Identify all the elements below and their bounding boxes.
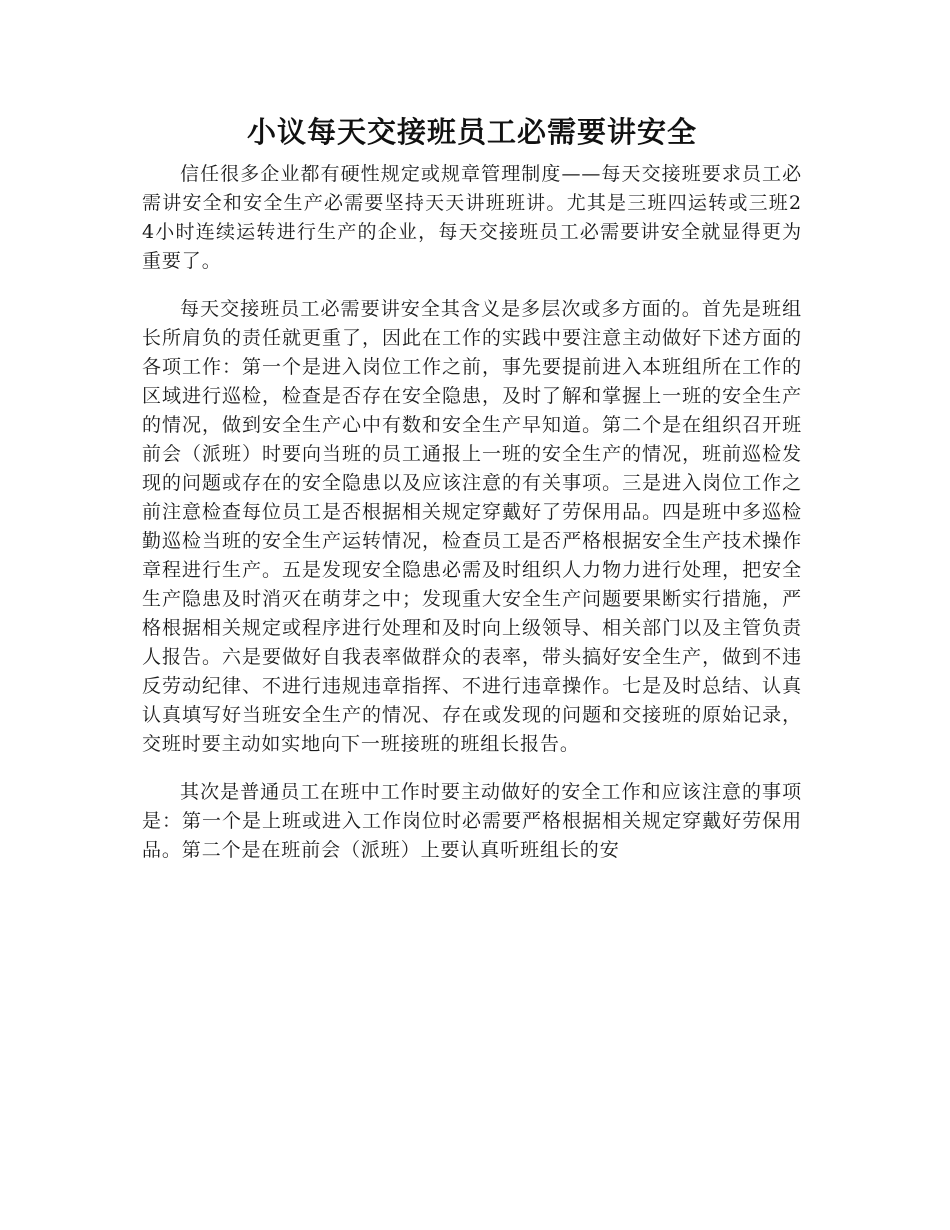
paragraph-employee-duties: 其次是普通员工在班中工作时要主动做好的安全工作和应该注意的事项是：第一个是上班或进入工作岗位时必需要严格根据相关规定穿戴好劳保用品。第二个是在班前会（派班）上要认真听班组长的安 [142,781,802,861]
document-title: 小议每天交接班员工必需要讲安全 [246,115,697,149]
paragraph-team-leader-duties: 每天交接班员工必需要讲安全其含义是多层次或多方面的。首先是班组长所肩负的责任就更重了，因此在工作的实践中要注意主动做好下述方面的各项工作：第一个是进入岗位工作之前，事先要提前进入本班组所在工作的区域进行巡检，检查是否存在安全隐患，及时了解和掌握上一班的安全生产的情况，做到安全生产心中有数和安全生产早知道。第二个是在组织召开班前会（派班）时要向当班的员工通报上一班的安全生产的情况，班前巡检发现的问题或存在的安全隐患以及应该注意的有关事项。三是进入岗位工作之前注意检查每位员工是否根据相关规定穿戴好了劳保用品。四是班中多巡检勤巡检当班的安全生产运转情况，检查员工是否严格根据安全生产技术操作章程进行生产。五是发现安全隐患必需及时组织人力物力进行处理，把安全生产隐患及时消灭在萌芽之中；发现重大安全生产问题要果断实行措施，严格根据相关规定或程序进行处理和及时向上级领导、相关部门以及主管负责人报告。六是要做好自我表率做群众的表率，带头搞好安全生产，做到不违反劳动纪律、不进行违规违章指挥、不进行违章操作。七是及时总结、认真认真填写好当班安全生产的情况、存在或发现的问题和交接班的原始记录，交班时要主动如实地向下一班接班的班组长报告。 [142,298,802,755]
document-page [142,110,802,884]
paragraph-intro: 信任很多企业都有硬性规定或规章管理制度——每天交接班要求员工必需讲安全和安全生产必需要坚持天天讲班班讲。尤其是三班四运转或三班24小时连续运转进行生产的企业，每天交接班员工必需要讲安全就显得更为重要了。 [142,163,802,272]
